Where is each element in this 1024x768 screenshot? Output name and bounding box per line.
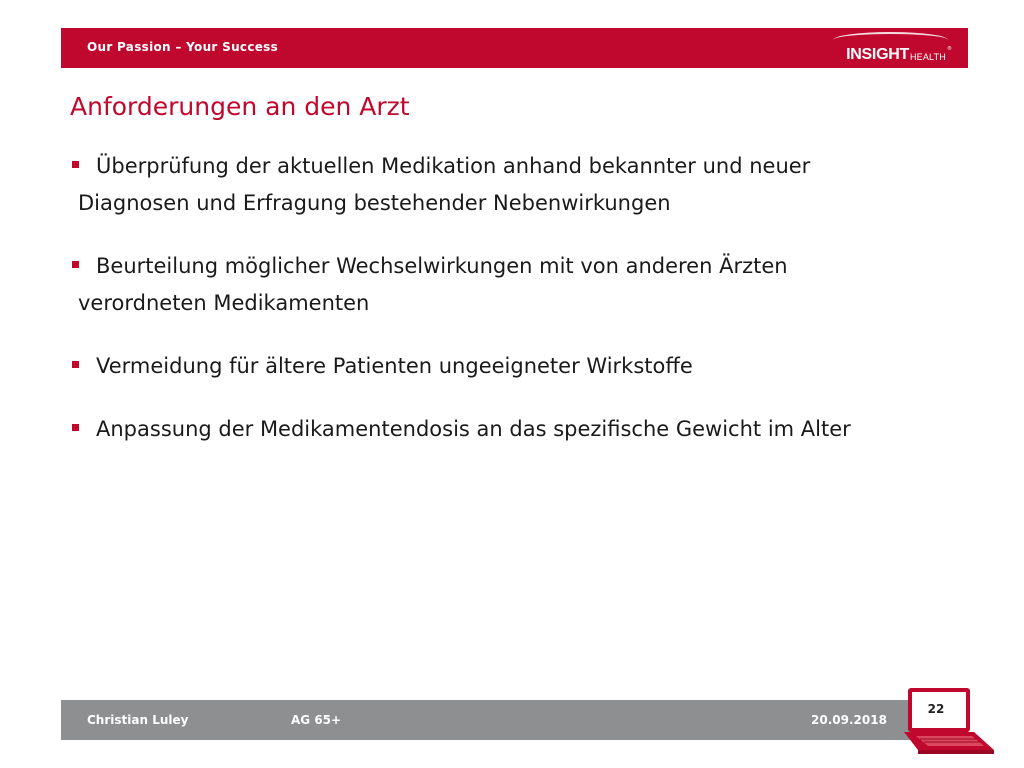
logo-registered-mark: ® [947, 46, 952, 52]
bullet-item [72, 411, 972, 448]
footer-bar [61, 700, 968, 740]
bullet-square-icon [72, 424, 79, 431]
page-number: 22 [927, 702, 945, 716]
bullet-square-icon [72, 261, 79, 268]
bullet-text-line: verordneten Medikamenten [78, 291, 370, 315]
bullet-list [72, 148, 972, 448]
logo-swoosh-icon [833, 32, 948, 48]
tagline: Our Passion – Your Success [87, 40, 279, 54]
bullet-item [72, 148, 972, 222]
bullet-text-line: Anpassung der Medikamentendosis an das spezifische Gewicht im Alter [96, 417, 851, 441]
bullet-text-line: Vermeidung für ältere Patienten ungeeigneter Wirkstoffe [96, 354, 693, 378]
bullet-square-icon [72, 361, 79, 368]
footer-date: 20.09.2018 [811, 713, 887, 727]
logo-main-text: INSIGHT [846, 46, 909, 63]
laptop-icon [896, 686, 996, 756]
bullet-text-line: Diagnosen und Erfragung bestehender Nebenwirkungen [78, 191, 671, 215]
slide-title: Anforderungen an den Arzt [70, 92, 410, 121]
header-bar [61, 28, 968, 68]
bullet-square-icon [72, 161, 79, 168]
bullet-text-line: Beurteilung möglicher Wechselwirkungen mit von anderen Ärzten [96, 254, 788, 278]
footer-group: AG 65+ [291, 713, 342, 727]
bullet-item [72, 248, 972, 322]
footer-author: Christian Luley [87, 713, 189, 727]
logo-sub-text: HEALTH [909, 52, 946, 62]
bullet-item [72, 348, 972, 385]
insight-health-logo [846, 38, 952, 64]
bullet-text-line: Überprüfung der aktuellen Medikation anhand bekannter und neuer [96, 154, 811, 178]
